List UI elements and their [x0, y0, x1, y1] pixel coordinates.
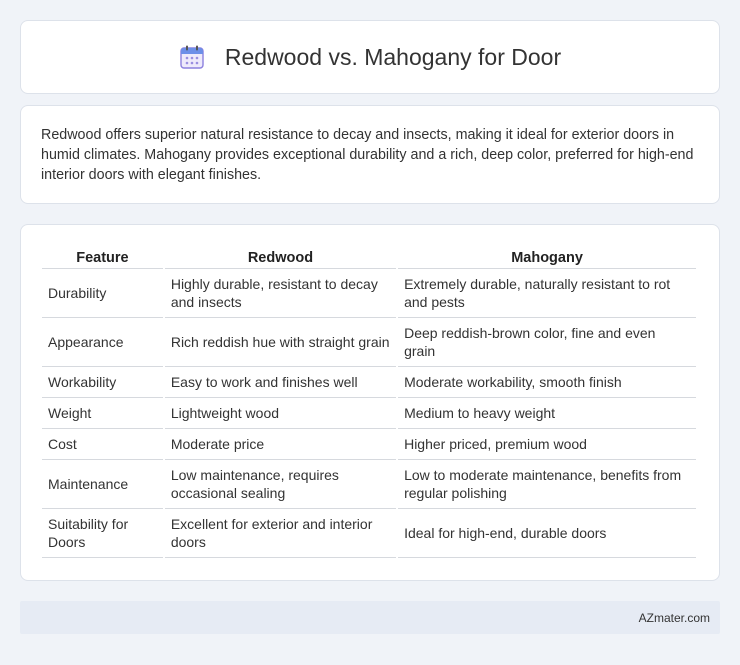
- header-feature: Feature: [42, 243, 163, 269]
- mahogany-cell: Higher priced, premium wood: [398, 429, 696, 460]
- feature-cell: Durability: [42, 269, 163, 318]
- comparison-table: [40, 243, 698, 558]
- header-card: [20, 20, 720, 94]
- redwood-cell: Moderate price: [165, 429, 396, 460]
- mahogany-cell: Extremely durable, naturally resistant to rot and pests: [398, 269, 696, 318]
- table-row: [42, 429, 696, 460]
- redwood-cell: Excellent for exterior and interior doors: [165, 509, 396, 558]
- table-row: [42, 367, 696, 398]
- summary-text: Redwood offers superior natural resistance to decay and insects, making it ideal for exterior doors in humid climates. Mahogany provides exceptional durability and a rich, deep color, preferred for high-end interior doors with elegant finishes.: [41, 127, 694, 183]
- header-mahogany: Mahogany: [398, 243, 696, 269]
- table-row: [42, 460, 696, 509]
- comparison-table-card: [20, 224, 720, 581]
- footer-brand: AZmater.com: [638, 610, 710, 625]
- feature-cell: Weight: [42, 398, 163, 429]
- mahogany-cell: Ideal for high-end, durable doors: [398, 509, 696, 558]
- mahogany-cell: Medium to heavy weight: [398, 398, 696, 429]
- redwood-cell: Low maintenance, requires occasional sealing: [165, 460, 396, 509]
- redwood-cell: Lightweight wood: [165, 398, 396, 429]
- redwood-cell: Rich reddish hue with straight grain: [165, 318, 396, 367]
- redwood-cell: Easy to work and finishes well: [165, 367, 396, 398]
- table-row: [42, 318, 696, 367]
- mahogany-cell: Low to moderate maintenance, benefits from regular polishing: [398, 460, 696, 509]
- feature-cell: Cost: [42, 429, 163, 460]
- feature-cell: Workability: [42, 367, 163, 398]
- calendar-icon: [179, 44, 205, 70]
- summary-card: [20, 105, 720, 204]
- feature-cell: Maintenance: [42, 460, 163, 509]
- footer: [20, 601, 720, 634]
- mahogany-cell: Deep reddish-brown color, fine and even grain: [398, 318, 696, 367]
- table-header-row: [42, 243, 696, 269]
- feature-cell: Suitability for Doors: [42, 509, 163, 558]
- table-row: [42, 269, 696, 318]
- mahogany-cell: Moderate workability, smooth finish: [398, 367, 696, 398]
- redwood-cell: Highly durable, resistant to decay and insects: [165, 269, 396, 318]
- table-row: [42, 509, 696, 558]
- header-redwood: Redwood: [165, 243, 396, 269]
- feature-cell: Appearance: [42, 318, 163, 367]
- page-title: Redwood vs. Mahogany for Door: [224, 43, 562, 70]
- table-row: [42, 398, 696, 429]
